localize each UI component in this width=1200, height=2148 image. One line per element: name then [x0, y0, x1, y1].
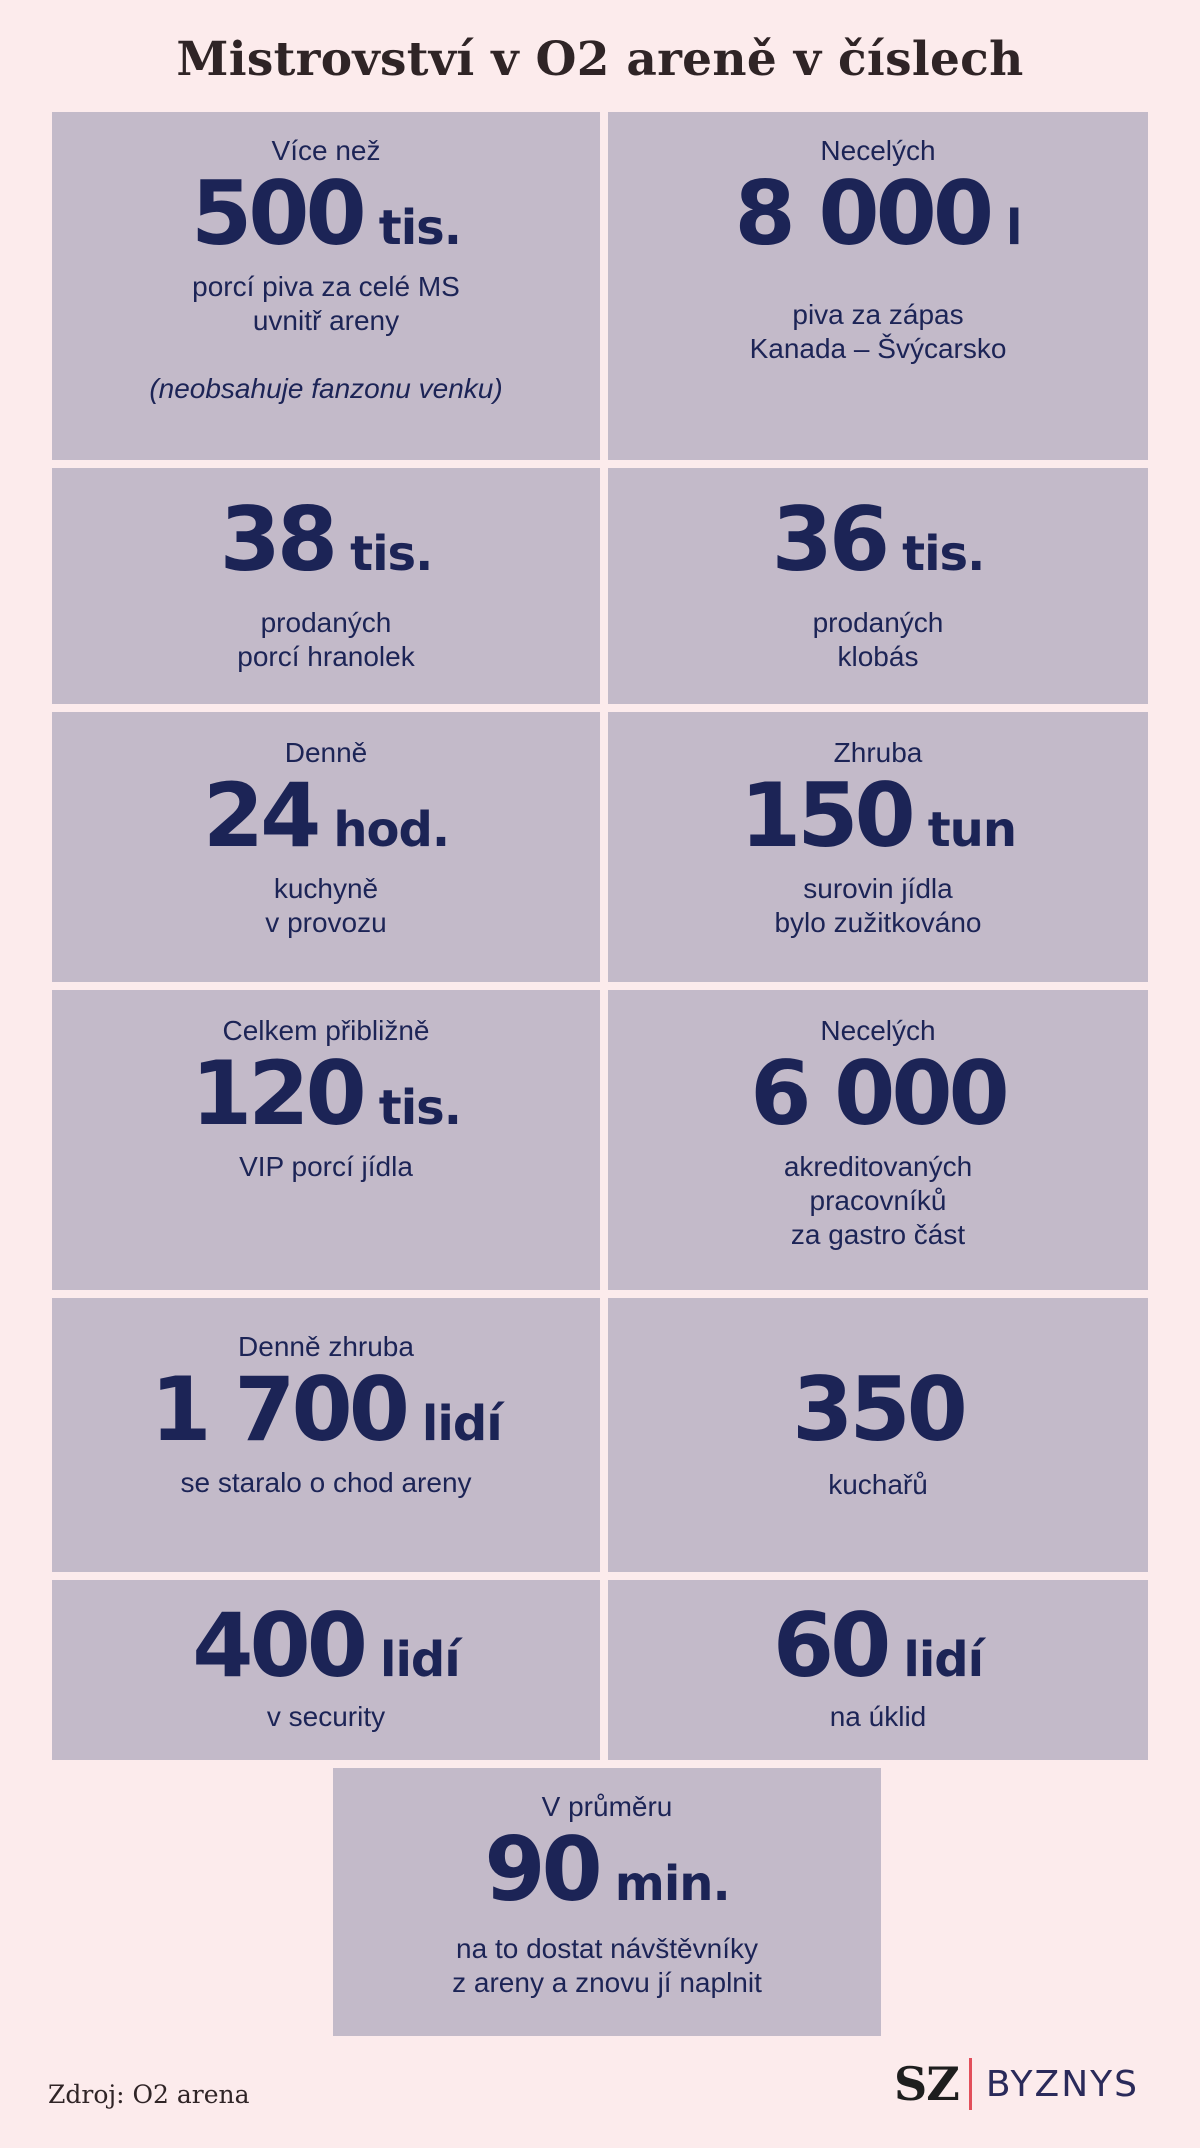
stat-note: (neobsahuje fanzonu venku) — [149, 373, 503, 404]
stat-unit: lidí — [379, 1632, 460, 1688]
stat-number: 24 — [202, 764, 318, 867]
stat-prefix: Celkem přibližně — [222, 1015, 430, 1046]
stat-description: porcí piva za celé MS uvnitř areny — [192, 271, 460, 336]
stat-card-evacuation-time — [333, 1768, 881, 2036]
stat-unit: tis. — [378, 200, 461, 256]
stat-prefix: V průměru — [541, 1791, 673, 1822]
stat-card-food-tons — [608, 712, 1148, 982]
stat-description: prodaných klobás — [812, 607, 944, 672]
page-title: Mistrovství v O2 areně v číslech — [176, 32, 1024, 87]
stat-number: 60 — [772, 1594, 888, 1697]
logo-sz-text: SZ — [894, 2057, 959, 2111]
stat-card-beer-liters — [608, 112, 1148, 460]
stat-unit: l — [1006, 200, 1022, 256]
stat-number: 350 — [792, 1358, 964, 1461]
stat-description: kuchařů — [828, 1469, 928, 1500]
stat-unit: tis. — [902, 526, 985, 582]
stat-description: prodaných porcí hranolek — [237, 607, 415, 672]
stat-number: 120 — [191, 1042, 363, 1145]
stat-description: VIP porcí jídla — [239, 1151, 413, 1182]
logo-divider — [969, 2058, 972, 2110]
stat-number: 150 — [740, 764, 912, 867]
stat-unit: lidí — [903, 1632, 984, 1688]
stat-number: 400 — [192, 1594, 364, 1697]
stat-description: v security — [266, 1701, 386, 1732]
stat-card-security — [52, 1580, 600, 1760]
stat-description: kuchyně v provozu — [265, 873, 387, 938]
stat-number: 500 — [191, 162, 363, 265]
stat-number: 36 — [771, 488, 887, 591]
stat-number: 38 — [219, 488, 335, 591]
stat-unit: lidí — [421, 1396, 502, 1452]
stat-prefix: Denně zhruba — [238, 1331, 414, 1362]
stat-card-arena-staff — [52, 1298, 600, 1572]
stat-description: na úklid — [829, 1701, 927, 1732]
stat-unit: min. — [614, 1856, 730, 1912]
stat-card-cleaning — [608, 1580, 1148, 1760]
stat-prefix: Necelých — [820, 1015, 936, 1046]
stat-unit: tis. — [350, 526, 433, 582]
stat-prefix: Necelých — [820, 135, 936, 166]
stat-number: 90 — [484, 1818, 599, 1921]
stat-card-kitchen-hours — [52, 712, 600, 982]
source-note: Zdroj: O2 arena — [48, 2080, 250, 2109]
stat-prefix: Více než — [271, 135, 381, 166]
stat-description: akreditovaných pracovníků za gastro část — [783, 1151, 973, 1250]
stat-card-cooks — [608, 1298, 1148, 1572]
stat-unit: tun — [927, 802, 1016, 858]
stat-card-vip-portions — [52, 990, 600, 1290]
logo-byznys-text: BYZNYS — [985, 2063, 1139, 2105]
stat-prefix: Denně — [284, 737, 368, 768]
stat-description: se staralo o chod areny — [180, 1467, 472, 1498]
brand-logo — [894, 2058, 1139, 2110]
stat-unit: tis. — [378, 1080, 461, 1136]
stat-card-accredited-workers — [608, 990, 1148, 1290]
stat-card-fries — [52, 468, 600, 704]
stat-unit: hod. — [333, 802, 450, 858]
stat-description: na to dostat návštěvníky z areny a znovu jí naplnit — [452, 1933, 762, 1998]
stat-number: 6 000 — [750, 1042, 1006, 1145]
stat-description: surovin jídla bylo zužitkováno — [774, 873, 982, 938]
stat-card-sausages — [608, 468, 1148, 704]
stat-prefix: Zhruba — [833, 737, 923, 768]
stat-card-beer-portions — [52, 112, 600, 460]
stat-description: piva za zápas Kanada – Švýcarsko — [749, 299, 1007, 364]
stat-number: 1 700 — [150, 1358, 406, 1461]
stat-number: 8 000 — [734, 162, 991, 265]
